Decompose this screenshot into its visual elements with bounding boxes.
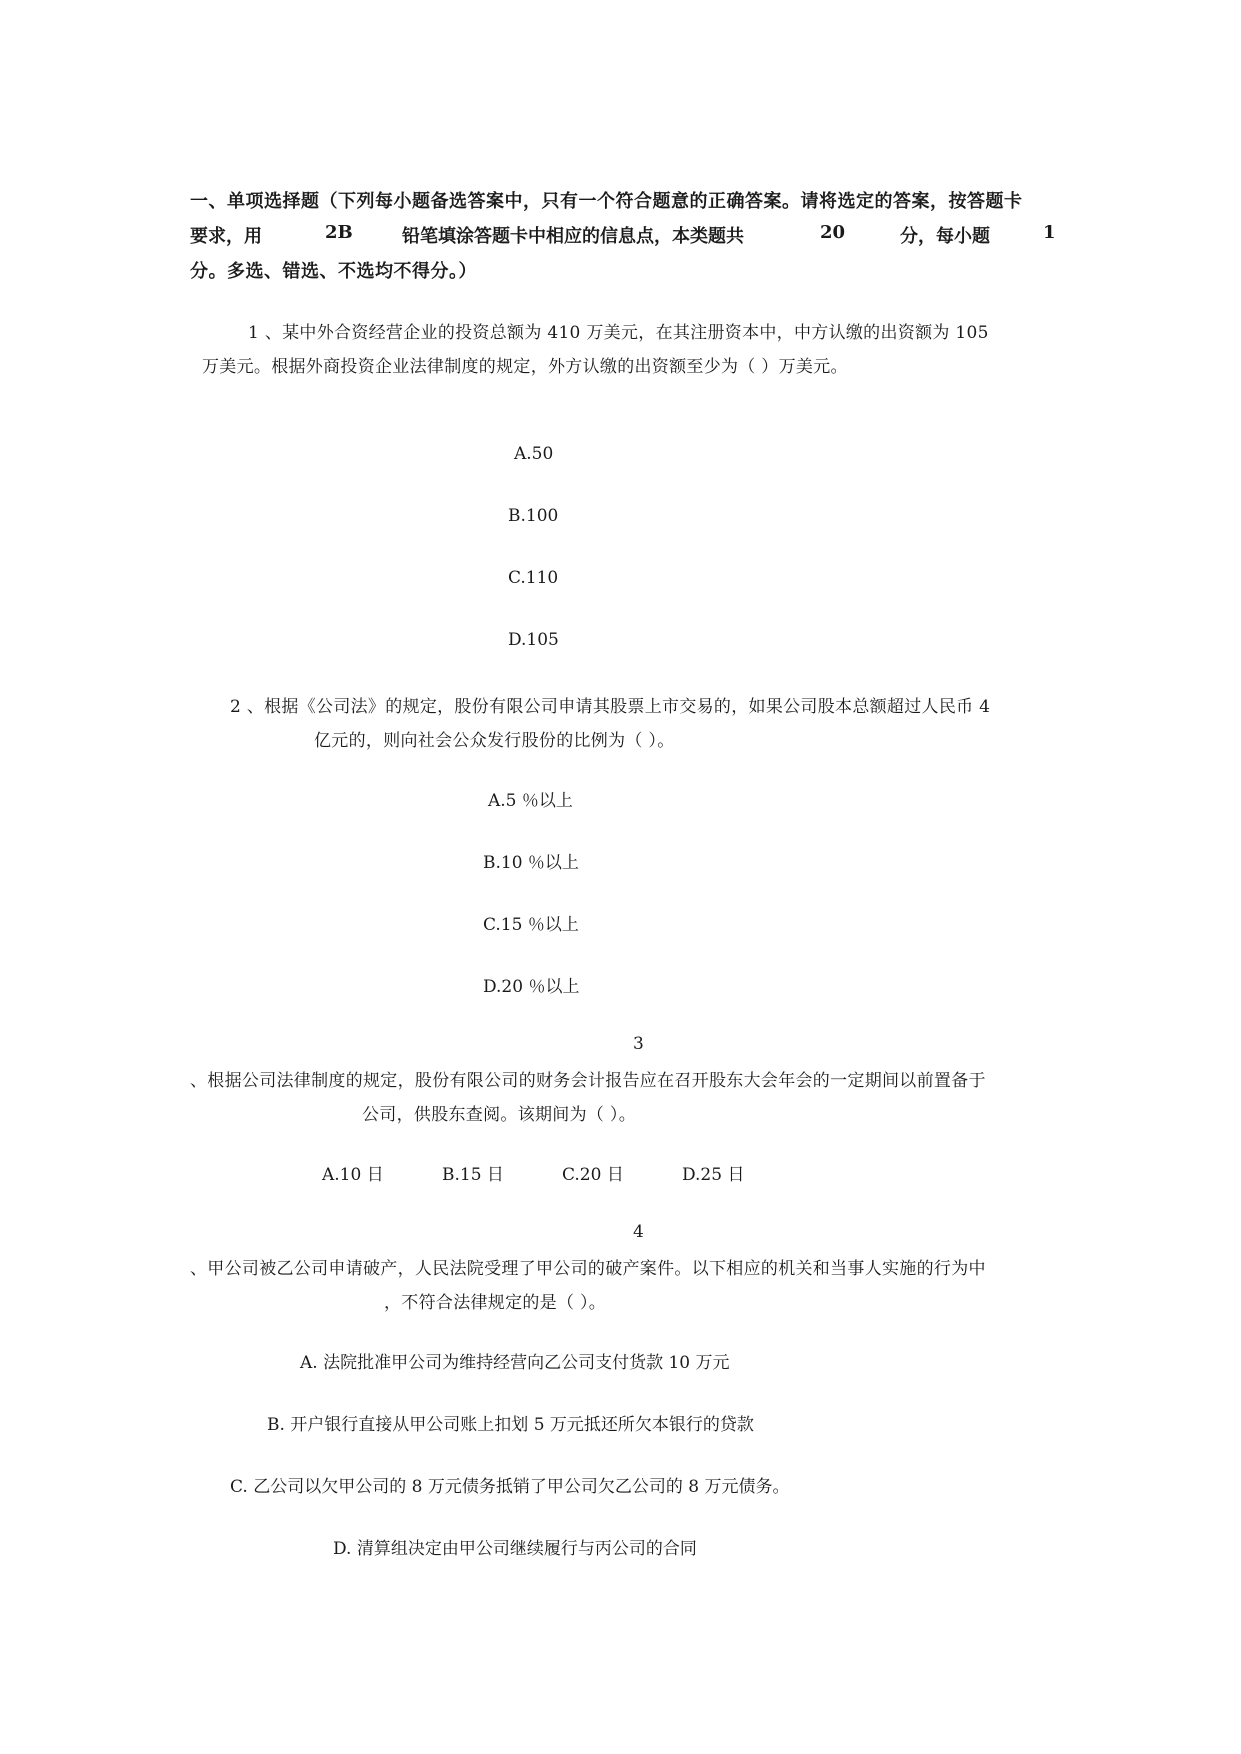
question-text-line1: 、甲公司被乙公司申请破产，人民法院受理了甲公司的破产案件。以下相应的机关和当事人实施的行为中 <box>190 1259 986 1279</box>
question-text-line2: ，不符合法律规定的是（ ）。 <box>384 1293 607 1313</box>
answer-option: C. 乙公司以欠甲公司的 8 万元债务抵销了甲公司欠乙公司的 8 万元债务。 <box>230 1477 790 1497</box>
section-heading-fragment: 1 <box>1043 222 1056 243</box>
answer-option: C.110 <box>508 568 559 588</box>
answer-option: A.10 日 <box>322 1165 384 1185</box>
question-text-line2: 亿元的，则向社会公众发行股份的比例为（ ）。 <box>314 731 675 751</box>
answer-option: B.10 ％以上 <box>483 853 579 873</box>
section-heading-line3: 分。多选、错选、不选均不得分。） <box>190 261 477 282</box>
section-heading-fragment: 2B <box>325 222 353 243</box>
answer-option: D.20 ％以上 <box>483 977 580 997</box>
answer-option: C.15 ％以上 <box>483 915 579 935</box>
answer-option: A. 法院批准甲公司为维持经营向乙公司支付货款 10 万元 <box>300 1353 730 1373</box>
question-text-line1: 1 、某中外合资经营企业的投资总额为 410 万美元，在其注册资本中，中方认缴的出资额为 105 <box>248 323 989 343</box>
question-number: 3 <box>633 1034 645 1054</box>
answer-option: A.5 ％以上 <box>488 791 573 811</box>
section-heading-fragment: 分，每小题 <box>900 226 990 247</box>
section-heading-line1: 一、单项选择题（下列每小题备选答案中，只有一个符合题意的正确答案。请将选定的答案，按答题卡 <box>190 191 1023 212</box>
question-text-line1: 2 、根据《公司法》的规定，股份有限公司申请其股票上市交易的，如果公司股本总额超过人民币 4 <box>230 697 991 717</box>
section-heading-fragment: 要求，用 <box>190 226 262 247</box>
section-heading-fragment: 20 <box>820 222 846 243</box>
answer-option: B.15 日 <box>442 1165 504 1185</box>
answer-option: D.25 日 <box>682 1165 745 1185</box>
question-number: 4 <box>633 1222 645 1242</box>
answer-option: A.50 <box>514 444 554 464</box>
answer-option: D.105 <box>508 630 559 650</box>
answer-option: B.100 <box>508 506 559 526</box>
question-text-line2: 公司，供股东查阅。该期间为（ ）。 <box>362 1105 637 1125</box>
question-text-line2: 万美元。根据外商投资企业法律制度的规定，外方认缴的出资额至少为（ ）万美元。 <box>202 357 848 377</box>
question-text-line1: 、根据公司法律制度的规定，股份有限公司的财务会计报告应在召开股东大会年会的一定期间以前置备于 <box>190 1071 986 1091</box>
answer-option: B. 开户银行直接从甲公司账上扣划 5 万元抵还所欠本银行的贷款 <box>267 1415 754 1435</box>
answer-option: D. 清算组决定由甲公司继续履行与丙公司的合同 <box>333 1539 697 1559</box>
answer-option: C.20 日 <box>562 1165 624 1185</box>
section-heading-fragment: 铅笔填涂答题卡中相应的信息点，本类题共 <box>402 226 744 247</box>
